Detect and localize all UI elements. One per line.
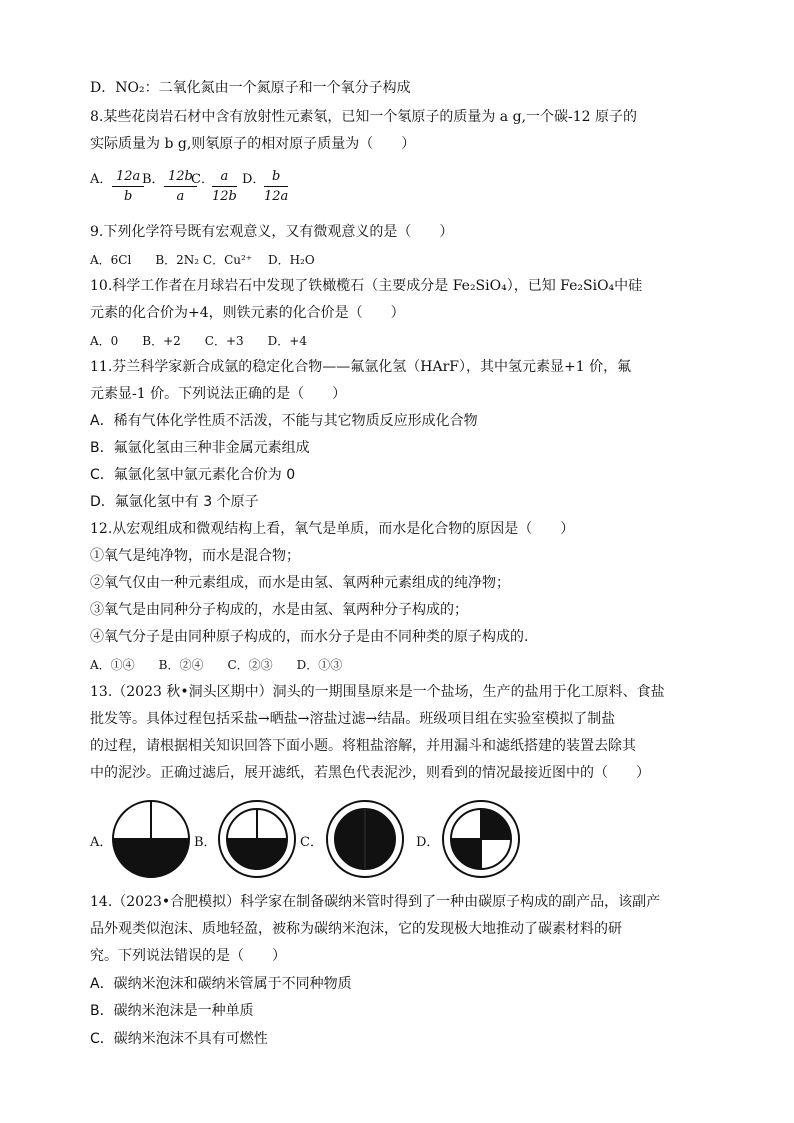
q8-option-c-denominator: 12b bbox=[212, 189, 237, 204]
q8-option-d-denominator: 12a bbox=[264, 189, 289, 204]
q13-stem-line1: 13.（2023 秋•洞头区期中）洞头的一期围垦原来是一个盐场，生产的盐用于化工原料、食盐 bbox=[90, 684, 665, 700]
q8-option-c-numerator: a bbox=[212, 168, 237, 187]
q11-stem-line2: 元素显-1 价。下列说法正确的是（ ） bbox=[90, 386, 347, 402]
q8-option-a-numerator: 12a bbox=[112, 168, 144, 187]
q13-option-c-label: C． bbox=[300, 835, 323, 850]
filter-paper-a-figure bbox=[108, 796, 194, 882]
q9-stem: 9.下列化学符号既有宏观意义，又有微观意义的是（ ） bbox=[90, 224, 454, 240]
q13-filter-paper-options bbox=[90, 796, 540, 886]
q8-option-c-label: C． bbox=[191, 172, 214, 187]
q8-option-b-denominator: a bbox=[176, 189, 185, 204]
q8-options bbox=[90, 164, 390, 214]
q10-options: A．0 B．+2 C．+3 D．+4 bbox=[90, 334, 307, 348]
q13-option-d-label: D． bbox=[416, 835, 440, 850]
filter-paper-d-figure bbox=[438, 796, 524, 882]
q12-statement-4: ④氧气分子是由同种原子构成的，而水分子是由不同种类的原子构成的. bbox=[90, 629, 529, 645]
q13-stem-line2: 批发等。具体过程包括采盐→晒盐→溶盐过滤→结晶。班级项目组在实验室模拟了制盐 bbox=[90, 711, 616, 727]
q13-option-a-label: A． bbox=[90, 835, 113, 850]
q10-stem-line2: 元素的化合价为+4，则铁元素的化合价是（ ） bbox=[90, 305, 405, 321]
q8-stem-line2: 实际质量为 b g,则氡原子的相对原子质量为（ ） bbox=[90, 136, 416, 152]
q8-option-a-denominator: b bbox=[123, 189, 133, 204]
q11-option-c: C．氟氩化氢中氩元素化合价为 0 bbox=[90, 467, 296, 483]
q8-option-a-fraction bbox=[112, 168, 144, 207]
q11-option-b: B．氟氩化氢由三种非金属元素组成 bbox=[90, 440, 310, 456]
q8-option-d-numerator: b bbox=[264, 168, 288, 187]
filter-paper-c-figure bbox=[322, 796, 408, 882]
q14-option-c: C．碳纳米泡沫不具有可燃性 bbox=[90, 1031, 268, 1047]
q14-stem-line2: 品外观类似泡沫、质地轻盈，被称为碳纳米泡沫，它的发现极大地推动了碳素材料的研 bbox=[90, 921, 622, 937]
q13-stem-line3: 的过程，请根据相关知识回答下面小题。将粗盐溶解，并用漏斗和滤纸搭建的装置去除其 bbox=[90, 738, 636, 754]
q14-stem-line1: 14.（2023•合肥模拟）科学家在制备碳纳米管时得到了一种由碳原子构成的副产品，该副产 bbox=[90, 894, 661, 910]
q8-option-d-fraction bbox=[264, 168, 288, 207]
q13-option-b-label: B． bbox=[194, 835, 217, 850]
q8-stem-line1: 8.某些花岗岩石材中含有放射性元素氡，已知一个氡原子的质量为 a g,一个碳-12 原子的 bbox=[90, 109, 638, 125]
q12-statement-2: ②氧气仅由一种元素组成，而水是由氢、氧两种元素组成的纯净物； bbox=[90, 575, 510, 591]
q13-stem-line4: 中的泥沙。正确过滤后，展开滤纸，若黑色代表泥沙，则看到的情况最接近图中的（ ） bbox=[90, 765, 650, 781]
filter-paper-b-figure bbox=[214, 796, 300, 882]
q8-option-b-label: B． bbox=[142, 172, 165, 187]
q14-option-a: A．碳纳米泡沫和碳纳米管属于不同种物质 bbox=[90, 976, 352, 992]
q10-stem-line1: 10.科学工作者在月球岩石中发现了铁橄榄石（主要成分是 Fe₂SiO₄），已知 Fe₂SiO₄中硅 bbox=[90, 278, 643, 294]
q14-stem-line3: 究。下列说法错误的是（ ） bbox=[90, 948, 286, 964]
q8-option-d-label: D． bbox=[242, 172, 266, 187]
q8-option-b-numerator: 12b bbox=[164, 168, 197, 187]
q12-statement-3: ③氧气是由同种分子构成的，水是由氢、氧两种分子构成的； bbox=[90, 602, 468, 618]
q11-option-a: A．稀有气体化学性质不活泼，不能与其它物质反应形成化合物 bbox=[90, 413, 478, 429]
q11-option-d: D．氟氩化氢中有 3 个原子 bbox=[90, 494, 259, 510]
q11-stem-line1: 11.芬兰科学家新合成氩的稳定化合物——氟氩化氢（HArF），其中氢元素显+1 价，氟 bbox=[90, 359, 632, 375]
q7-option-d: D．NO₂：二氧化氮由一个氮原子和一个氧分子构成 bbox=[90, 80, 411, 96]
q8-option-c-fraction bbox=[212, 168, 237, 207]
q14-option-b: B．碳纳米泡沫是一种单质 bbox=[90, 1003, 254, 1019]
q9-options: A．6Cl B．2N₂ C．Cu²⁺ D．H₂O bbox=[90, 253, 315, 267]
q12-stem: 12.从宏观组成和微观结构上看，氧气是单质，而水是化合物的原因是（ ） bbox=[90, 521, 575, 537]
q12-statement-1: ①氧气是纯净物，而水是混合物； bbox=[90, 548, 300, 564]
q12-options: A．①④ B．②④ C．②③ D．①③ bbox=[90, 658, 343, 672]
q8-option-a-label: A． bbox=[90, 172, 113, 187]
